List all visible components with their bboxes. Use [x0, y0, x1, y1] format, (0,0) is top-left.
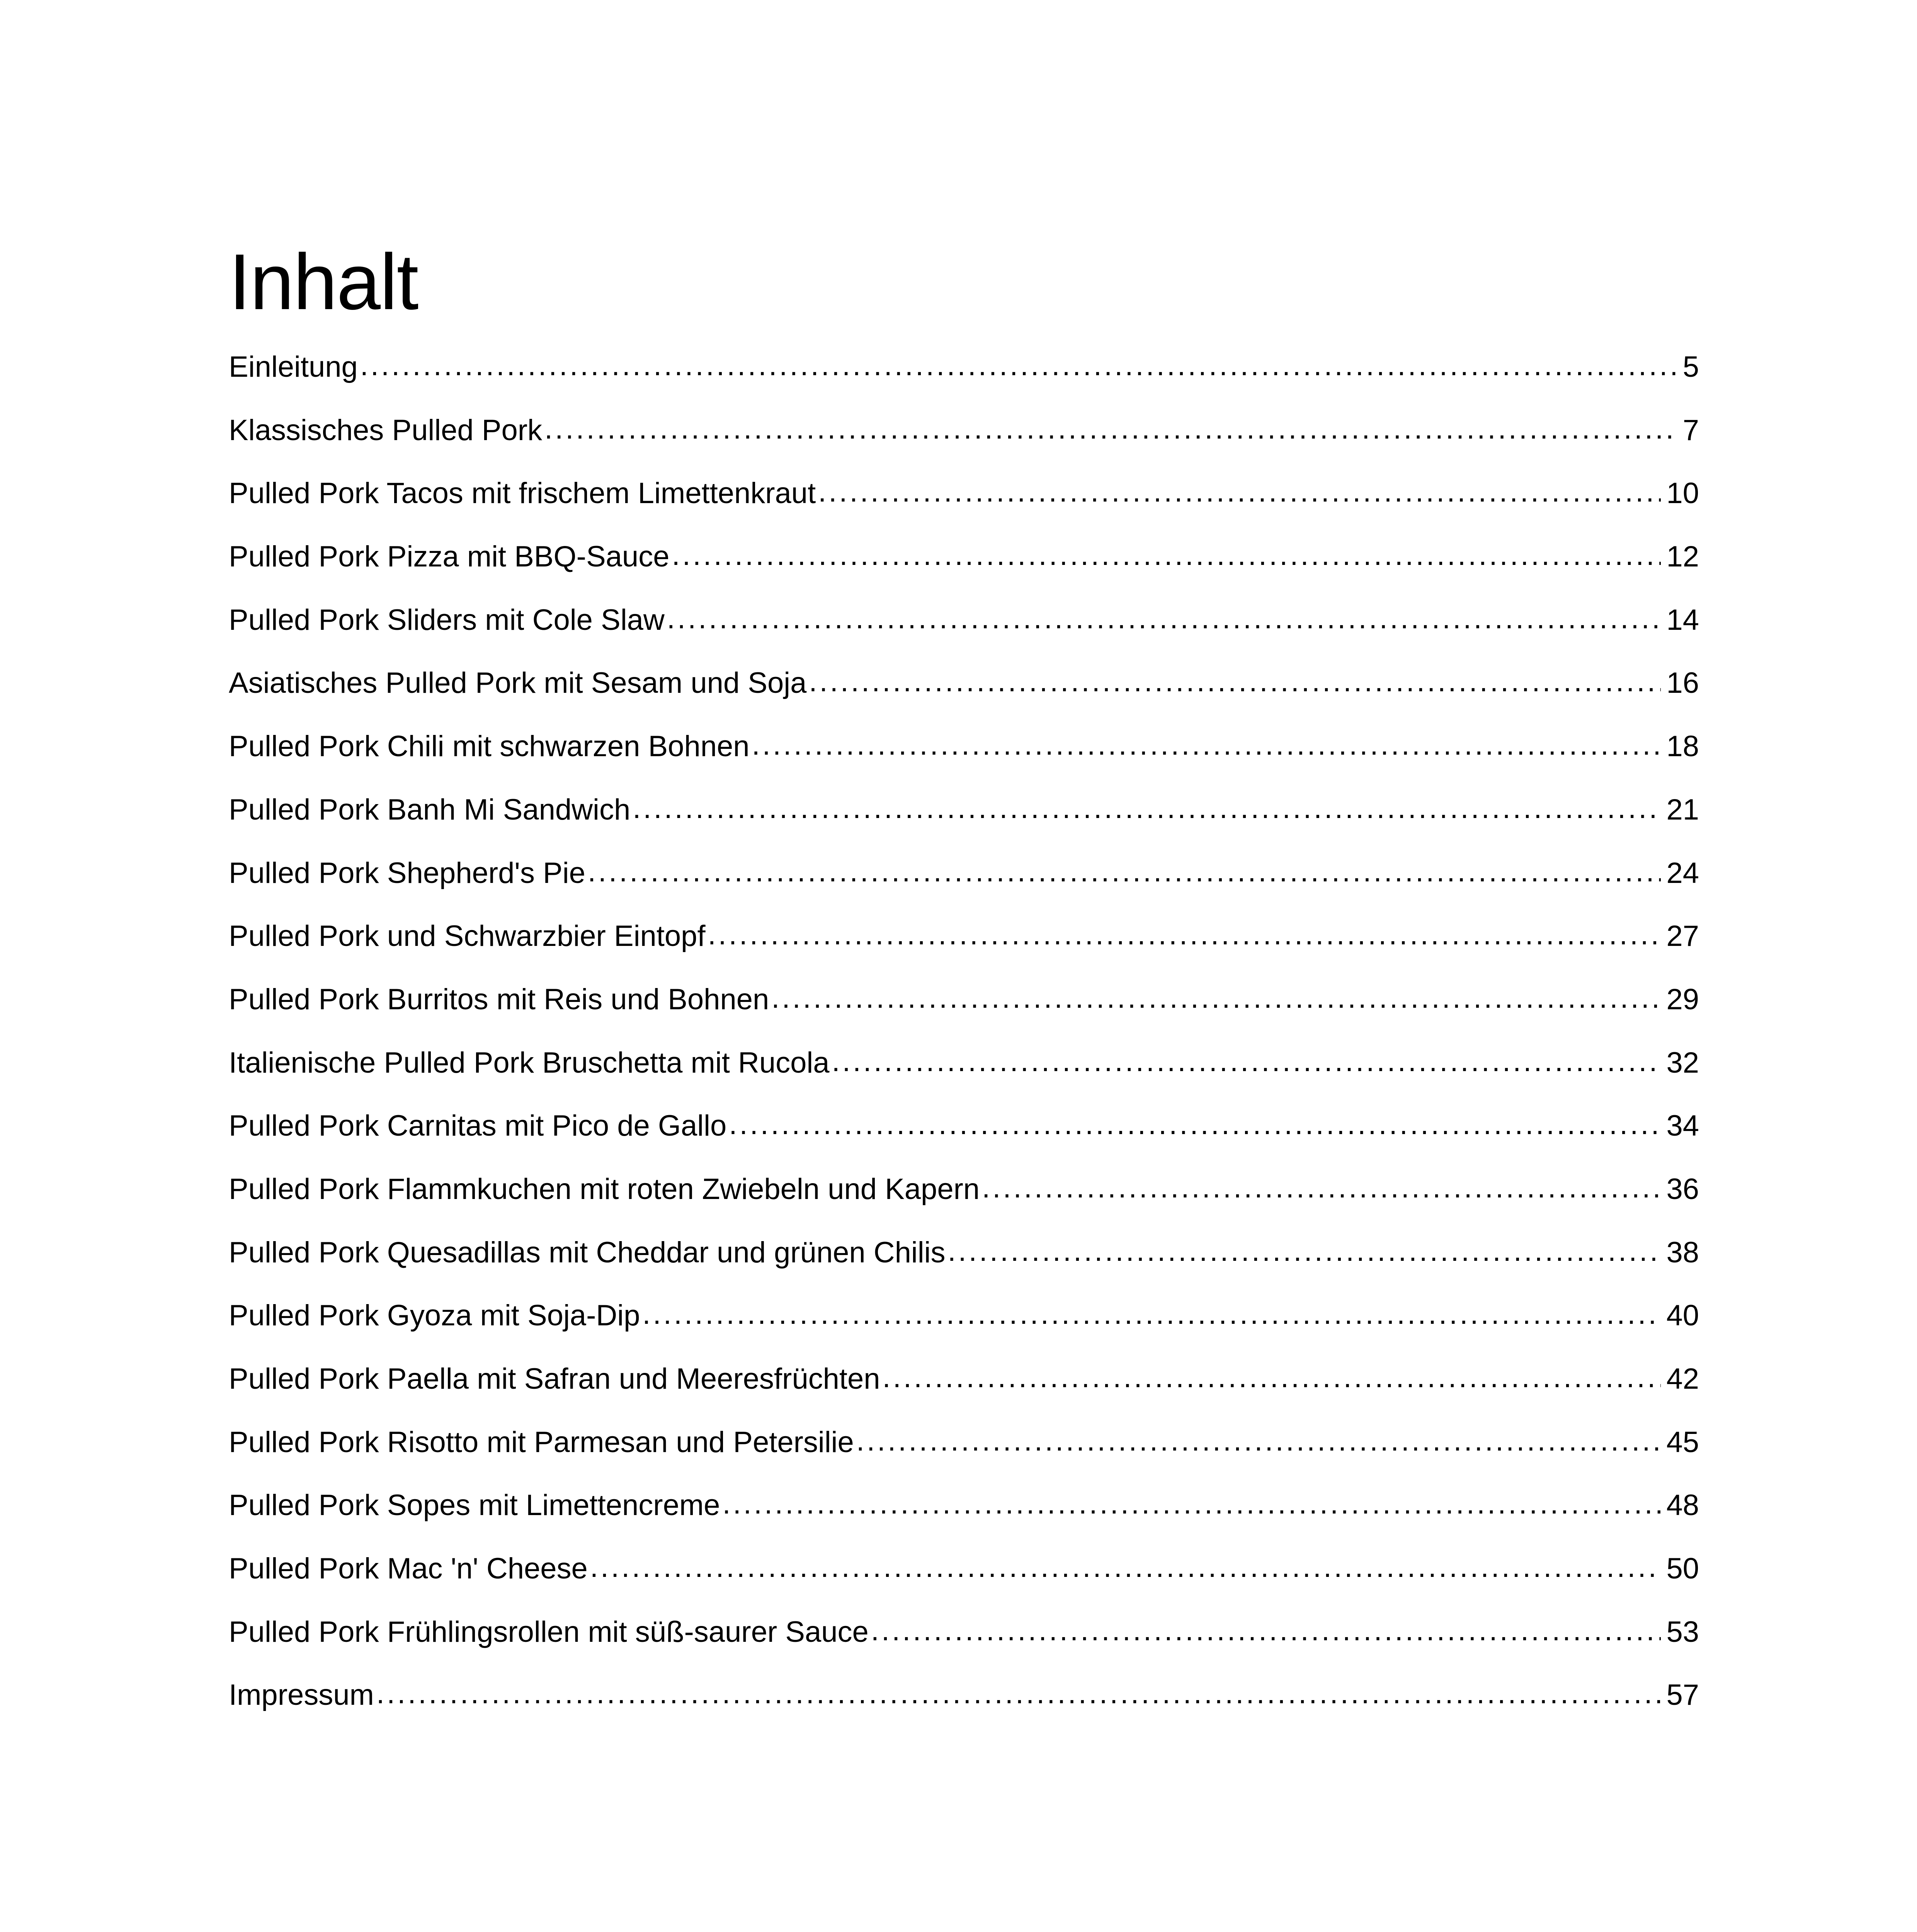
toc-entry-page: 7 — [1682, 413, 1699, 447]
toc-entry-title: Pulled Pork Tacos mit frischem Limettenkraut — [229, 477, 816, 510]
toc-dot-leader — [672, 536, 1661, 575]
toc-entry[interactable] — [229, 1549, 1699, 1613]
toc-dot-leader — [856, 1422, 1661, 1460]
toc-dot-leader — [544, 410, 1677, 448]
toc-entry[interactable] — [229, 1107, 1699, 1170]
toc-entry-title: Italienische Pulled Pork Bruschetta mit Rucola — [229, 1046, 830, 1079]
toc-entry-page: 48 — [1666, 1489, 1699, 1522]
toc-dot-leader — [376, 1674, 1661, 1713]
toc-dot-leader — [360, 346, 1677, 385]
toc-entry-title: Pulled Pork Frühlingsrollen mit süß-saurer Sauce — [229, 1615, 869, 1648]
toc-entry[interactable] — [229, 1613, 1699, 1676]
toc-entry[interactable] — [229, 411, 1699, 474]
toc-entry-page: 24 — [1666, 856, 1699, 889]
toc-entry[interactable] — [229, 1233, 1699, 1297]
toc-entry[interactable] — [229, 1170, 1699, 1233]
toc-entry-title: Pulled Pork Shepherd's Pie — [229, 856, 585, 889]
toc-dot-leader — [883, 1358, 1661, 1397]
toc-entry-title: Pulled Pork Chili mit schwarzen Bohnen — [229, 730, 750, 763]
toc-dot-leader — [708, 915, 1661, 954]
toc-entry-title: Pulled Pork Banh Mi Sandwich — [229, 793, 631, 826]
toc-dot-leader — [633, 789, 1661, 828]
toc-dot-leader — [667, 599, 1661, 638]
toc-entry[interactable] — [229, 1486, 1699, 1549]
toc-dot-leader — [818, 473, 1661, 511]
toc-entry-title: Pulled Pork Mac 'n' Cheese — [229, 1552, 588, 1585]
toc-entry-title: Pulled Pork Sliders mit Cole Slaw — [229, 603, 665, 636]
toc-entry-page: 10 — [1666, 477, 1699, 510]
toc-entry-title: Pulled Pork Risotto mit Parmesan und Petersilie — [229, 1425, 854, 1459]
toc-entry-title: Pulled Pork Pizza mit BBQ-Sauce — [229, 540, 670, 573]
table-of-contents — [229, 348, 1699, 1739]
toc-entry-page: 36 — [1666, 1172, 1699, 1206]
toc-dot-leader — [729, 1105, 1661, 1144]
toc-dot-leader — [771, 979, 1661, 1017]
toc-entry-title: Pulled Pork Carnitas mit Pico de Gallo — [229, 1109, 727, 1143]
toc-entry-title: Asiatisches Pulled Pork mit Sesam und Soja — [229, 667, 807, 700]
toc-dot-leader — [642, 1295, 1661, 1333]
toc-entry[interactable] — [229, 791, 1699, 854]
toc-entry[interactable] — [229, 1044, 1699, 1107]
toc-entry[interactable] — [229, 1296, 1699, 1360]
toc-entry[interactable] — [229, 537, 1699, 601]
toc-entry-title: Pulled Pork Gyoza mit Soja-Dip — [229, 1299, 640, 1332]
toc-entry-title: Pulled Pork Flammkuchen mit roten Zwiebeln und Kapern — [229, 1172, 980, 1206]
toc-entry[interactable] — [229, 1423, 1699, 1486]
toc-entry-page: 32 — [1666, 1046, 1699, 1079]
toc-entry-page: 34 — [1666, 1109, 1699, 1143]
toc-dot-leader — [752, 726, 1661, 764]
toc-entry-page: 27 — [1666, 920, 1699, 953]
toc-entry-page: 38 — [1666, 1236, 1699, 1269]
toc-dot-leader — [871, 1611, 1661, 1650]
toc-dot-leader — [948, 1232, 1661, 1270]
toc-entry-title: Pulled Pork Sopes mit Limettencreme — [229, 1489, 720, 1522]
toc-entry-title: Pulled Pork Burritos mit Reis und Bohnen — [229, 983, 769, 1016]
toc-entry-page: 14 — [1666, 603, 1699, 636]
toc-entry-page: 16 — [1666, 667, 1699, 700]
toc-entry-page: 29 — [1666, 983, 1699, 1016]
toc-entry[interactable] — [229, 917, 1699, 980]
toc-entry-page: 42 — [1666, 1362, 1699, 1395]
toc-entry-title: Einleitung — [229, 350, 358, 383]
toc-entry[interactable] — [229, 1360, 1699, 1423]
toc-entry[interactable] — [229, 664, 1699, 727]
toc-entry[interactable] — [229, 348, 1699, 411]
toc-entry-page: 18 — [1666, 730, 1699, 763]
toc-entry[interactable] — [229, 601, 1699, 664]
toc-entry-page: 21 — [1666, 793, 1699, 826]
toc-dot-leader — [590, 1548, 1661, 1587]
toc-entry-page: 45 — [1666, 1425, 1699, 1459]
toc-entry-title: Pulled Pork Quesadillas mit Cheddar und grünen Chilis — [229, 1236, 946, 1269]
toc-entry-page: 50 — [1666, 1552, 1699, 1585]
page-title: Inhalt — [229, 238, 418, 326]
toc-entry[interactable] — [229, 854, 1699, 917]
toc-entry-title: Pulled Pork Paella mit Safran und Meeresfrüchten — [229, 1362, 880, 1395]
toc-entry-title: Klassisches Pulled Pork — [229, 413, 543, 447]
toc-entry-page: 12 — [1666, 540, 1699, 573]
toc-dot-leader — [588, 852, 1661, 891]
toc-entry-title: Pulled Pork und Schwarzbier Eintopf — [229, 920, 706, 953]
toc-dot-leader — [832, 1042, 1661, 1081]
toc-dot-leader — [982, 1168, 1661, 1207]
toc-entry-page: 40 — [1666, 1299, 1699, 1332]
toc-entry[interactable] — [229, 727, 1699, 791]
toc-dot-leader — [809, 662, 1661, 701]
toc-entry[interactable] — [229, 474, 1699, 537]
toc-dot-leader — [722, 1485, 1661, 1523]
toc-entry-page: 57 — [1666, 1679, 1699, 1712]
toc-entry[interactable] — [229, 1676, 1699, 1739]
toc-entry-title: Impressum — [229, 1679, 374, 1712]
toc-entry-page: 53 — [1666, 1615, 1699, 1648]
toc-entry-page: 5 — [1682, 350, 1699, 383]
toc-entry[interactable] — [229, 980, 1699, 1044]
